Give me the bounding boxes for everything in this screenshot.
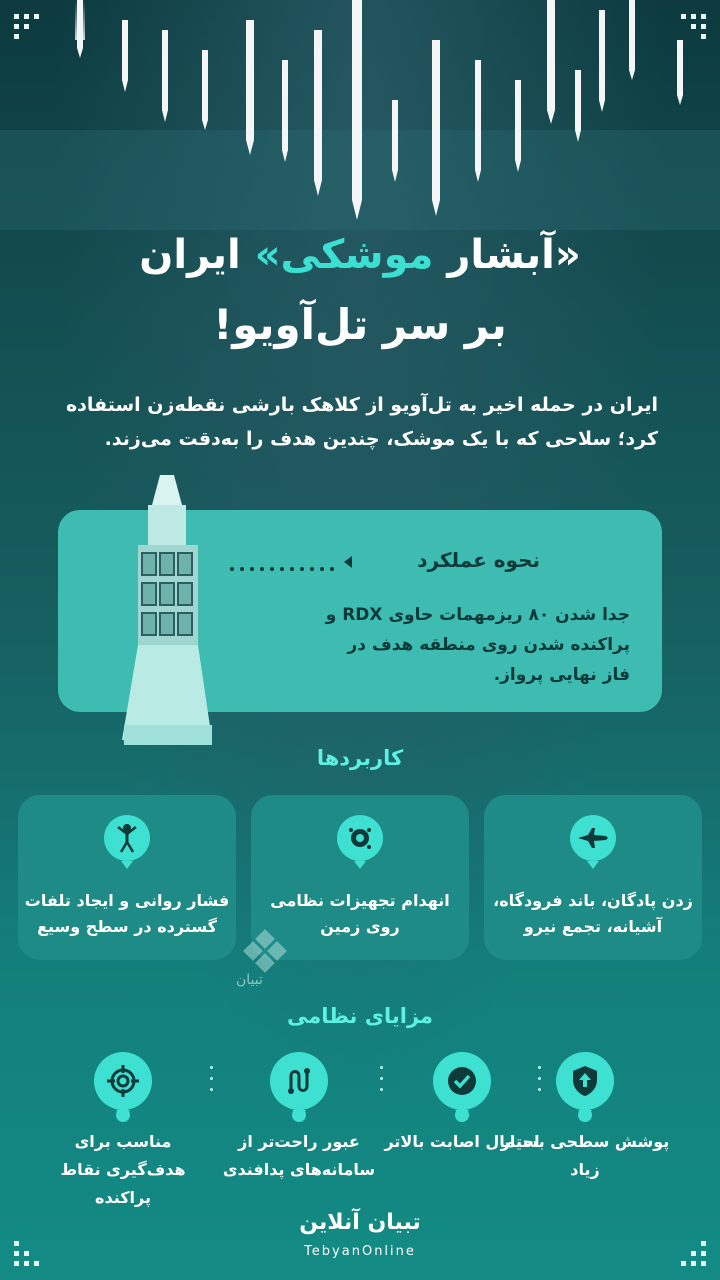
route-icon (270, 1052, 328, 1110)
application-label-1: زدن پادگان، باند فرودگاه، آشیانه، تجمع نیرو (493, 891, 693, 936)
play-arrow-icon (344, 556, 352, 568)
advantage-pin-2 (455, 1108, 469, 1122)
separator-dots-1 (538, 1066, 541, 1096)
advantage-label-2: احتمال اصابت بالاتر (384, 1132, 540, 1151)
crosshair-icon (94, 1052, 152, 1110)
separator-dots-2 (380, 1066, 383, 1096)
advantage-label-1: پوشش سطحی بسیار زیاد (500, 1132, 670, 1179)
advantage-label-4: مناسب برای هدف‌گیری نقاط پراکنده (60, 1132, 186, 1207)
watermark-text: تبیان (236, 972, 263, 988)
falling-missiles-illustration (0, 0, 720, 230)
fighter-jet-icon (570, 815, 616, 861)
title-part1: «آبشار (447, 232, 581, 278)
advantage-pin-3 (292, 1108, 306, 1122)
dotted-connector (230, 558, 350, 568)
separator-dots-3 (210, 1066, 213, 1096)
panic-person-icon (104, 815, 150, 861)
application-label-2: انهدام تجهیزات نظامی روی زمین (270, 891, 450, 936)
checkmark-icon (433, 1052, 491, 1110)
title-part2: ایران (139, 232, 241, 278)
explosion-icon (337, 815, 383, 861)
footer-logo-fa: تبیان آنلاین (299, 1210, 421, 1235)
footer-logo-en: TebyanOnline (304, 1244, 416, 1259)
applications-heading: کاربردها (316, 746, 404, 770)
page-title-line1 (0, 232, 720, 278)
cluster-warhead-illustration (112, 475, 222, 755)
application-label-3: فشار روانی و ایجاد تلفات گسترده در سطح وسیع (24, 891, 230, 936)
advantages-heading: مزایای نظامی (286, 1004, 434, 1028)
advantage-pin-4 (116, 1108, 130, 1122)
intro-paragraph: ایران در حمله اخیر به تل‌آویو از کلاهک بارشی نقطه‌زن استفاده کرد؛ سلاحی که با یک موشک، چندین هدف را به‌دقت می‌زند. (65, 394, 658, 450)
how-it-works-title: نحوه عملکرد (417, 548, 540, 572)
shield-arrow-icon (556, 1052, 614, 1110)
page-title-line2: بر سر تل‌آویو! (213, 300, 507, 349)
how-it-works-text: جدا شدن ۸۰ ریزمهمات حاوی RDX و پراکنده شدن روی منطقه هدف در فاز نهایی پرواز. (325, 605, 630, 685)
advantage-label-3: عبور راحت‌تر از سامانه‌های پدافندی (222, 1132, 376, 1179)
advantage-pin-1 (578, 1108, 592, 1122)
title-highlight: موشکی» (254, 232, 434, 278)
